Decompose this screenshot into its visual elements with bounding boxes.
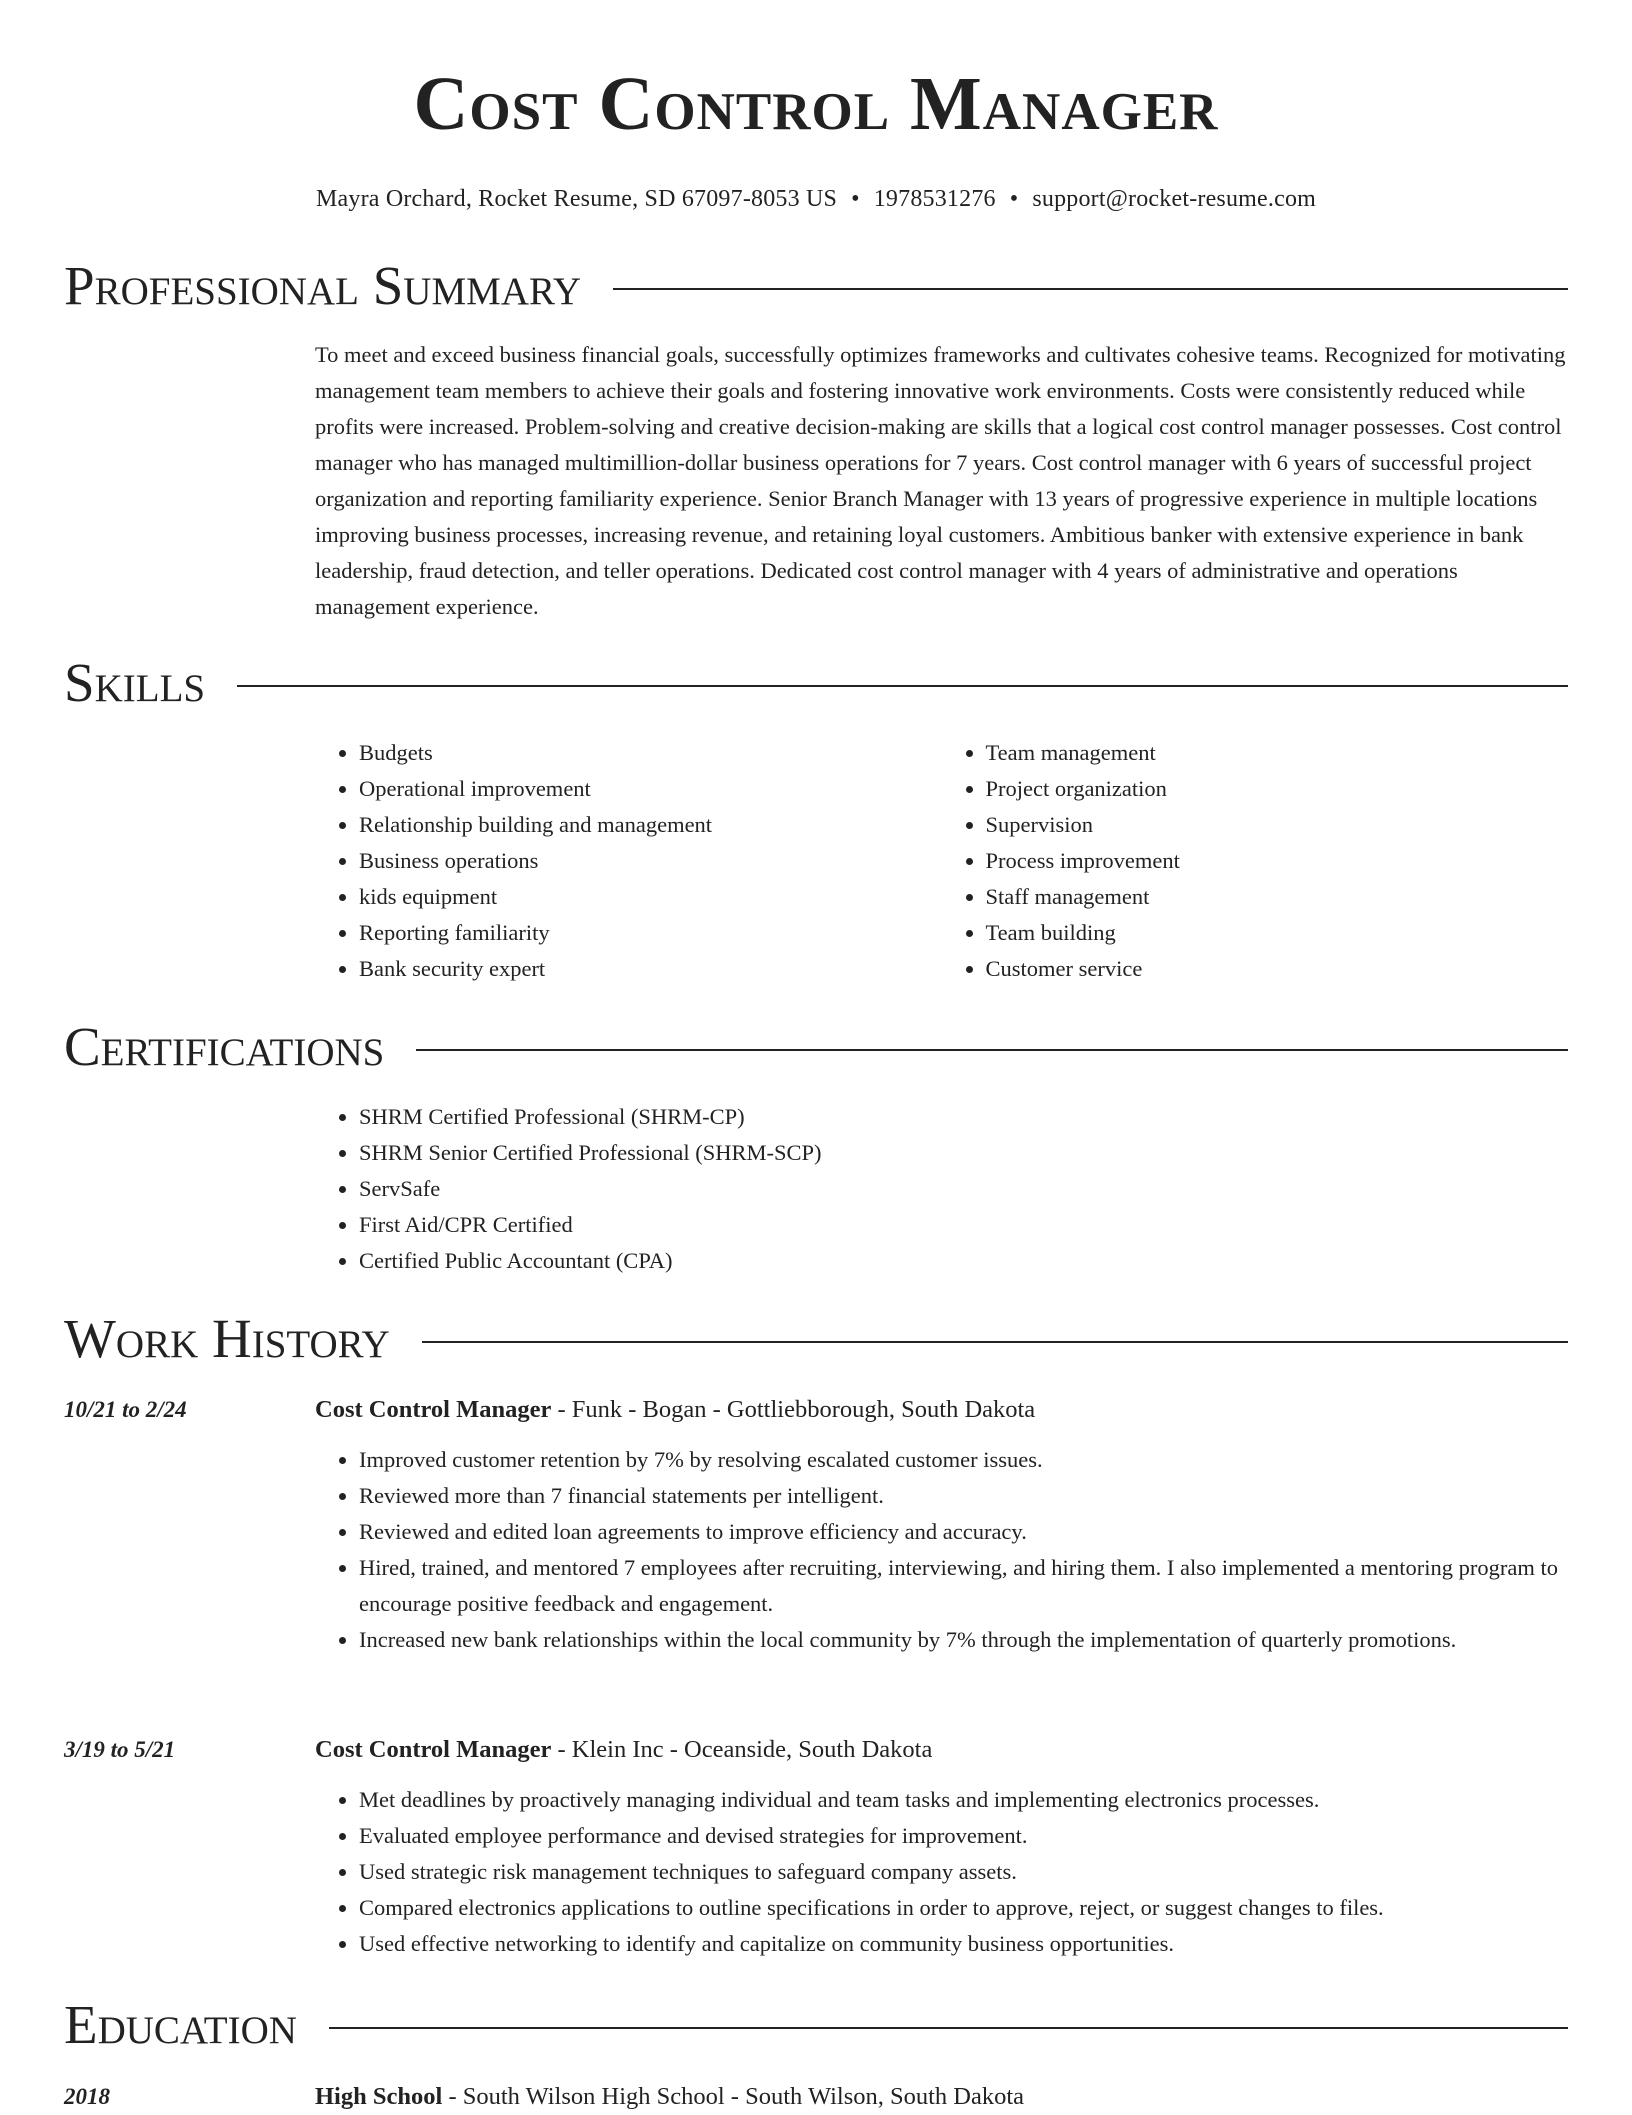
summary-text: To meet and exceed business financial goals, successfully optimizes frameworks and cultivates cohesive teams. Recognized for motivating management team members to achieve their goals and fostering innovative work environments. Costs were consistently reduced while profits were increased. Problem-solving and creative decision-making are skills that a logical cost control manager possesses. Cost control manager who has managed multimillion-dollar business operations for 7 years. Cost control manager with 6 years of successful project organization and reporting familiarity experience. Senior Branch Manager with 13 years of progressive experience in multiple locations improving business processes, increasing revenue, and retaining loyal customers. Ambitious banker with extensive experience in bank leadership, fraud detection, and teller operations. Dedicated cost control manager with 4 years of administrative and operations management experience. (315, 342, 1566, 619)
job-details: - Funk - Bogan - Gottliebborough, South Dakota (551, 1396, 1036, 1423)
job-bullet: • Used effective networking to identify and capitalize on community business opportunities. (359, 1926, 1568, 1962)
job-bullets (315, 1442, 1568, 1658)
skills-heading: Skills (64, 652, 206, 713)
job-entry (64, 1732, 1568, 1972)
skill-item: • Staff management (986, 879, 1569, 915)
education-year: 2018 (64, 2084, 110, 2109)
education-heading: Education (64, 1994, 297, 2055)
certification-item: • Certified Public Accountant (CPA) (359, 1243, 1568, 1279)
job-title: Cost Control Manager (315, 1396, 552, 1423)
certification-item: • SHRM Senior Certified Professional (SHRM-SCP) (359, 1135, 1568, 1171)
contact-email[interactable]: support@rocket-resume.com (1032, 186, 1317, 212)
job-bullet: • Used strategic risk management techniques to safeguard company assets. (359, 1854, 1568, 1890)
work-history-heading: Work History (64, 1308, 390, 1369)
section-heading-education (64, 1995, 1568, 2055)
resume-title: Cost Control Manager (413, 62, 1219, 146)
education-entry (64, 2079, 1568, 2115)
contact-separator: • (1009, 186, 1019, 212)
skill-item: • Relationship building and management (359, 807, 942, 843)
certification-item: • First Aid/CPR Certified (359, 1207, 1568, 1243)
skill-item: • kids equipment (359, 879, 942, 915)
certifications-heading: Certifications (64, 1016, 385, 1077)
contact-phone: 1978531276 (873, 186, 996, 212)
job-bullet: • Reviewed and edited loan agreements to improve efficiency and accuracy. (359, 1514, 1568, 1550)
job-dates: 10/21 to 2/24 (64, 1397, 187, 1422)
skills-right-column (942, 735, 1569, 987)
summary-heading: Professional Summary (64, 255, 582, 316)
skill-item: • Operational improvement (359, 771, 942, 807)
summary-body (315, 337, 1568, 625)
skill-item: • Reporting familiarity (359, 915, 942, 951)
job-bullet: • Improved customer retention by 7% by resolving escalated customer issues. (359, 1442, 1568, 1478)
contact-separator: • (851, 186, 860, 212)
job-bullet: • Evaluated employee performance and devised strategies for improvement. (359, 1818, 1568, 1854)
section-divider (416, 1049, 1568, 1051)
section-divider (613, 288, 1568, 290)
contact-address: Mayra Orchard, Rocket Resume, SD 67097-8053 US (315, 186, 838, 212)
skill-item: • Customer service (986, 951, 1569, 987)
job-bullet: • Compared electronics applications to outline specifications in order to approve, reject, or suggest changes to files. (359, 1890, 1568, 1926)
certifications-bullets (315, 1099, 1568, 1279)
certifications-list (315, 1099, 1568, 1279)
section-heading-skills (64, 653, 1568, 713)
certification-item: • SHRM Certified Professional (SHRM-CP) (359, 1099, 1568, 1135)
section-divider (329, 2027, 1568, 2029)
job-details: - Klein Inc - Oceanside, South Dakota (551, 1736, 933, 1763)
section-divider (237, 685, 1568, 687)
section-heading-work-history (64, 1309, 1568, 1369)
section-heading-summary (64, 256, 1568, 316)
skill-item: • Project organization (986, 771, 1569, 807)
skills-list (315, 735, 1568, 987)
job-entry (64, 1392, 1568, 1702)
job-dates: 3/19 to 5/21 (64, 1737, 176, 1762)
job-title: Cost Control Manager (315, 1736, 552, 1763)
skill-item: • Budgets (359, 735, 942, 771)
contact-line (0, 184, 1632, 214)
skill-item: • Process improvement (986, 843, 1569, 879)
section-heading-certifications (64, 1017, 1568, 1077)
education-details: - South Wilson High School - South Wilson, South Dakota (442, 2083, 1025, 2110)
skill-item: • Supervision (986, 807, 1569, 843)
job-heading (315, 1732, 932, 1768)
job-bullets (315, 1782, 1568, 1962)
job-heading (315, 1392, 1035, 1428)
education-heading-line (315, 2079, 1024, 2115)
education-degree: High School (315, 2083, 443, 2110)
skill-item: • Team management (986, 735, 1569, 771)
certification-item: • ServSafe (359, 1171, 1568, 1207)
skill-item: • Business operations (359, 843, 942, 879)
job-bullet: • Hired, trained, and mentored 7 employees after recruiting, interviewing, and hiring them. I also implemented a mentoring program to encourage positive feedback and engagement. (359, 1550, 1568, 1622)
skill-item: • Bank security expert (359, 951, 942, 987)
job-bullet: • Reviewed more than 7 financial statements per intelligent. (359, 1478, 1568, 1514)
job-bullet: • Increased new bank relationships within the local community by 7% through the implementation of quarterly promotions. (359, 1622, 1568, 1658)
job-bullet: • Met deadlines by proactively managing individual and team tasks and implementing electronics processes. (359, 1782, 1568, 1818)
skills-left-column (315, 735, 942, 987)
skill-item: • Team building (986, 915, 1569, 951)
section-divider (422, 1341, 1568, 1343)
